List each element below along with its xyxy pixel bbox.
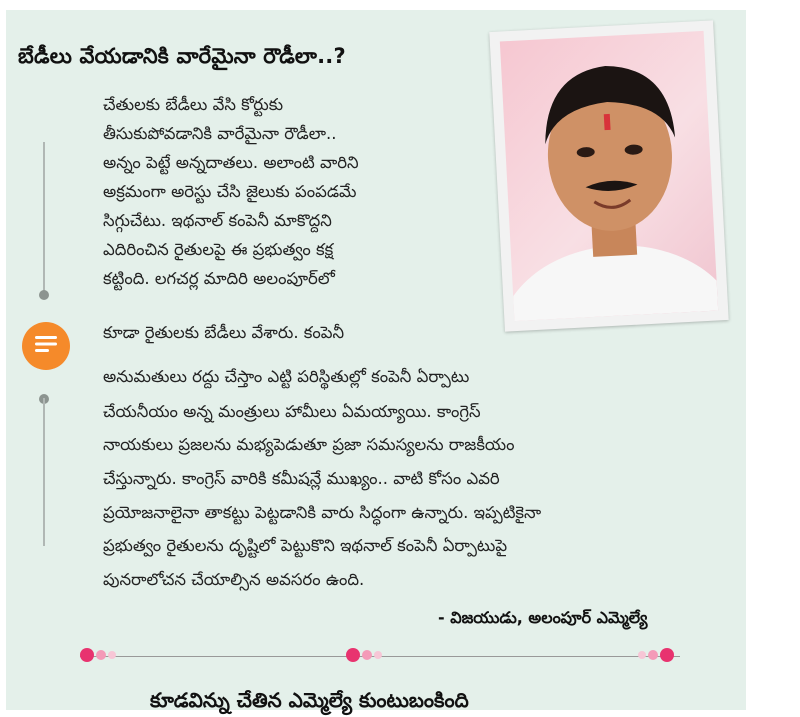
divider-dots-right — [638, 648, 674, 662]
body-line: ప్రయోజనాలైనా తాకట్టు పెట్టడానికి వారు సిద్ధంగా ఉన్నారు. ఇప్పటికైనా — [103, 503, 542, 522]
body-line: కూడా రైతులకు బేడీలు వేశారు. కంపెనీ — [103, 323, 345, 342]
article-headline: బేడీలు వేయడానికి వారేమైనా రౌడీలా..? — [18, 44, 346, 68]
body-line: చేస్తున్నారు. కాంగ్రెస్ వారికి కమీషన్లే ముఖ్యం.. వాటి కోసం ఎవరి — [103, 469, 500, 488]
body-line: అనుమతులు రద్దు చేస్తాం ఎట్టి పరిస్థితుల్లో కంపెనీ ఏర్పాటు — [103, 367, 470, 386]
divider-dots-left — [80, 648, 116, 662]
author-signature: - విజయుడు, అలంపూర్ ఎమ్మెల్యే — [438, 608, 648, 627]
body-line: కట్టింది. లగచర్ల మాదిరి అలంపూర్‌లో — [103, 269, 335, 288]
body-line: చేతులకు బేడీలు వేసి కోర్టుకు — [103, 95, 284, 114]
divider-dots-center — [346, 648, 382, 662]
body-line: ఎదిరించిన రైతులపై ఈ ప్రభుత్వం కక్ష — [103, 240, 334, 259]
body-line: అక్రమంగా అరెస్టు చేసి జైలుకు పంపడమే — [103, 182, 357, 201]
body-line: పునరాలోచన చేయాల్సిన అవసరం ఉంది. — [103, 570, 365, 589]
next-article-headline: కూడవిన్ను చేతిన ఎమ్మెల్యే కుంటుబంకింది — [150, 688, 469, 712]
body-line: అన్నం పెట్టే అన్నదాతలు. అలాంటి వారిని — [103, 153, 359, 172]
body-line: సిగ్గుచేటు. ఇథనాల్ కంపెనీ మాకొద్దని — [103, 211, 332, 230]
body-line: ప్రభుత్వం రైతులను దృష్టిలో పెట్టుకొని ఇథనాల్ కంపెనీ ఏర్పాటుపై — [103, 536, 508, 555]
body-line: నాయకులు ప్రజలను మభ్యపెడుతూ ప్రజా సమస్యలను రాజకీయం — [103, 435, 515, 454]
body-line: తీసుకుపోవడానికి వారేమైనా రౌడీలా.. — [103, 124, 337, 143]
body-line: చేయనీయం అన్న మంత్రులు హామీలు ఏమయ్యాయి. కాంగ్రెస్ — [103, 402, 481, 421]
